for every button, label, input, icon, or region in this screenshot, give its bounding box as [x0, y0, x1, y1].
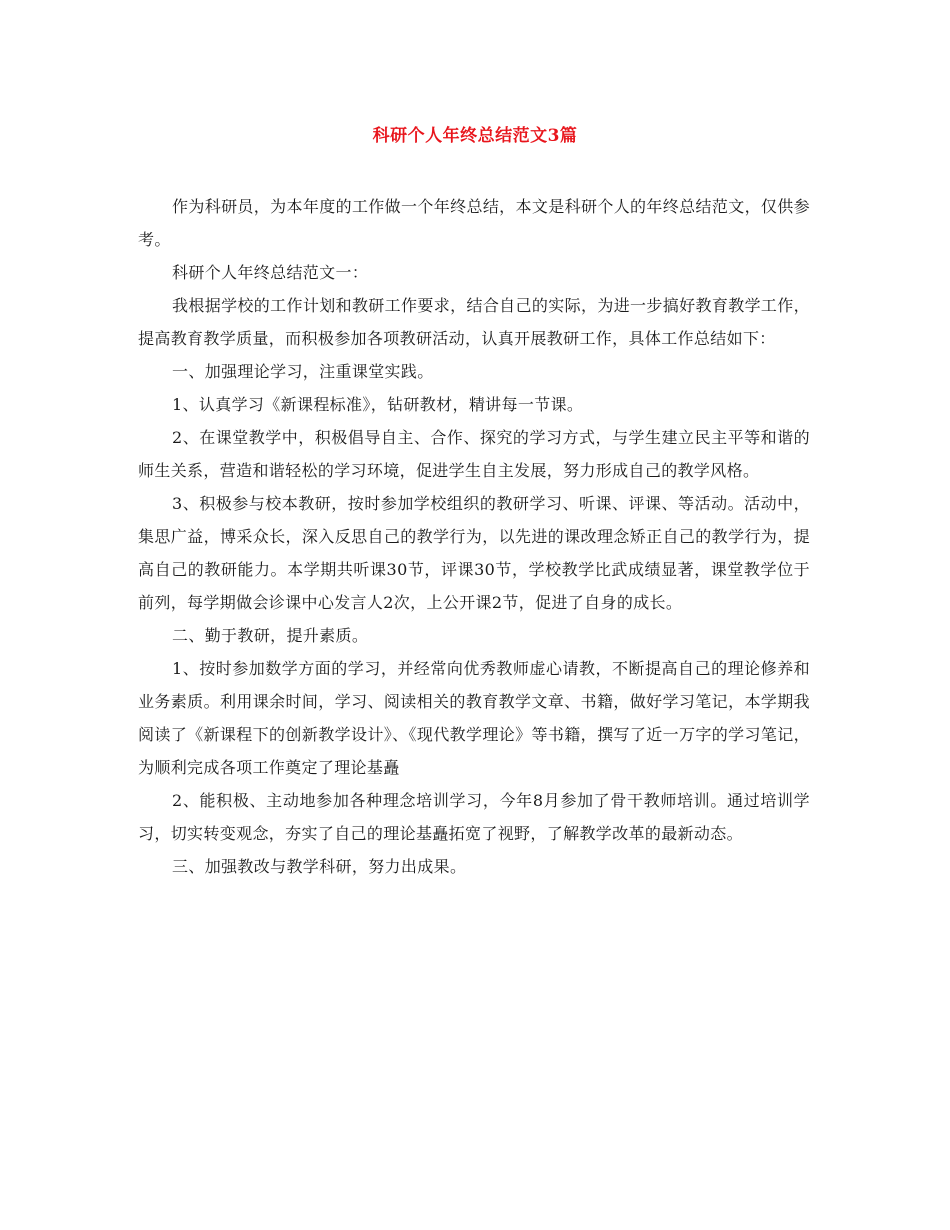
- section-heading: 科研个人年终总结范文一：: [172, 263, 369, 282]
- section-heading: 三、加强教改与教学科研，努力出成果。: [172, 857, 467, 876]
- section-heading: 二、勤于教研，提升素质。: [172, 626, 369, 645]
- document-body: [138, 190, 810, 883]
- list-item: 2、能积极、主动地参加各种理念培训学习，今年8月参加了骨干教师培训。通过培训学习，切实转变观念，夯实了自己的理论基矗拓宽了视野，了解教学改革的最新动态。: [138, 791, 810, 843]
- document-title: 科研个人年终总结范文3篇: [372, 126, 578, 146]
- list-item: 2、在课堂教学中，积极倡导自主、合作、探究的学习方式，与学生建立民主平等和谐的师生关系，营造和谐轻松的学习环境，促进学生自主发展，努力形成自己的教学风格。: [138, 428, 810, 480]
- list-item: 3、积极参与校本教研，按时参加学校组织的教研学习、听课、评课、等活动。活动中，集思广益，博采众长，深入反思自己的教学行为，以先进的课改理念矫正自己的教学行为，提高自己的教研能力。本学期共听课30节，评课30节，学校教学比武成绩显著，课堂教学位于前列，每学期做会诊课中心发言人2次，上公开课2节，促进了自身的成长。: [138, 494, 810, 612]
- paragraph: 我根据学校的工作计划和教研工作要求，结合自己的实际，为进一步搞好教育教学工作，提高教育教学质量，而积极参加各项教研活动，认真开展教研工作，具体工作总结如下：: [138, 296, 810, 348]
- paragraph: 作为科研员，为本年度的工作做一个年终总结，本文是科研个人的年终总结范文，仅供参考。: [138, 197, 810, 249]
- list-item: 1、按时参加数学方面的学习，并经常向优秀教师虚心请教，不断提高自己的理论修养和业务素质。利用课余时间，学习、阅读相关的教育教学文章、书籍，做好学习笔记，本学期我阅读了《新课程下的创新教学设计》、《现代教学理论》等书籍，撰写了近一万字的学习笔记，为顺利完成各项工作奠定了理论基矗: [138, 659, 810, 777]
- section-heading: 一、加强理论学习，注重课堂实践。: [172, 362, 434, 381]
- list-item: 1、认真学习《新课程标准》，钻研教材，精讲每一节课。: [172, 395, 584, 414]
